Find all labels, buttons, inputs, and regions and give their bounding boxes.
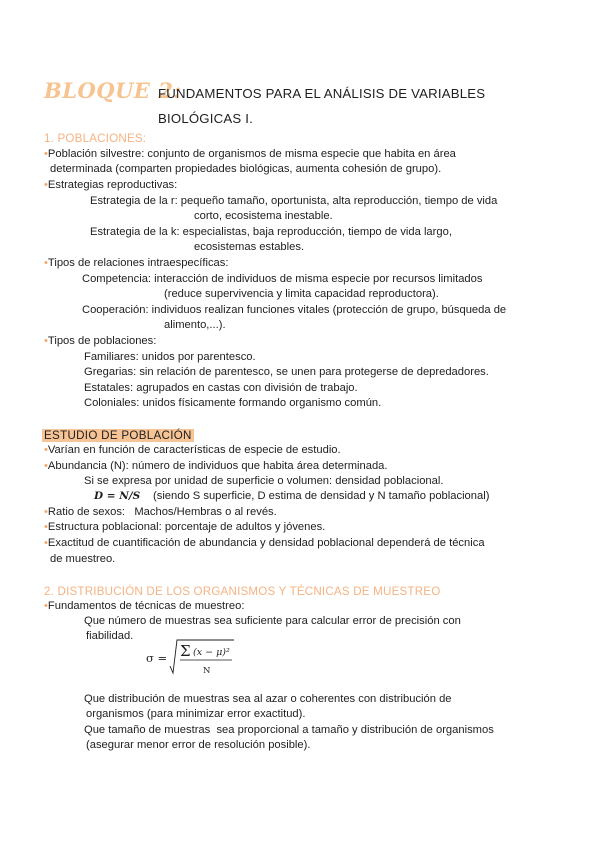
bullet-icon: • <box>44 537 48 549</box>
densidad-text: Si se expresa por unidad de superficie o volumen: densidad poblacional. <box>84 475 444 487</box>
section-heading-estudio: ESTUDIO DE POBLACIÓN <box>44 429 192 442</box>
tipo-poblacion: Coloniales: unidos físicamente formando organismo común. <box>84 397 382 409</box>
fundamento-distribucion-cont: organismos (para minimizar error exactitud). <box>86 708 306 720</box>
bullet-icon: • <box>44 460 48 472</box>
list-item-continuation: determinada (comparten propiedades biológicas, aumenta cohesión de grupo). <box>50 163 442 175</box>
strategy-k-cont: ecosistemas estables. <box>194 241 305 253</box>
list-item: •Fundamentos de técnicas de muestreo: <box>44 600 245 612</box>
cooperacion: Cooperación: individuos realizan funciones vitales (protección de grupo, búsqueda de <box>82 304 507 316</box>
sum-symbol: Σ <box>180 642 191 660</box>
tipo-poblacion: Familiares: unidos por parentesco. <box>84 351 256 363</box>
fundamento-numero-cont: fiabilidad. <box>86 630 134 642</box>
list-item-continuation: de muestreo. <box>50 553 116 565</box>
cooperacion-cont: alimento,...). <box>164 319 226 331</box>
formula-lhs: σ = <box>146 651 168 665</box>
bullet-icon: • <box>44 506 48 518</box>
bullet-icon: • <box>44 521 48 533</box>
list-item: •Estructura poblacional: porcentaje de adultos y jóvenes. <box>44 521 326 533</box>
page-title-line-1: FUNDAMENTOS PARA EL ANÁLISIS DE VARIABLES <box>158 86 486 101</box>
fundamento-tamano: Que tamaño de muestras sea proporcional a tamaño y distribución de organismos <box>84 724 494 736</box>
list-item: •Población silvestre: conjunto de organismos de misma especie que habita en área <box>44 148 456 160</box>
competencia-cont: (reduce supervivencia y limita capacidad reproductora). <box>164 288 439 300</box>
section-heading-poblaciones: 1. POBLACIONES: <box>44 132 147 145</box>
fundamento-distribucion: Que distribución de muestras sea al azar o coherentes con distribución de <box>84 693 452 705</box>
tipo-poblacion: Estatales: agrupados en castas con división de trabajo. <box>84 382 358 394</box>
strategy-r-cont: corto, ecosistema inestable. <box>194 210 333 222</box>
density-formula-note: (siendo S superficie, D estima de densidad y N tamaño poblacional) <box>153 490 490 502</box>
block-title: BLOQUE 2: <box>44 78 182 103</box>
formula-denominator: N <box>203 666 211 676</box>
bullet-icon: • <box>44 335 48 347</box>
list-item: •Varían en función de características de especie de estudio. <box>44 444 341 456</box>
bullet-icon: • <box>44 257 48 269</box>
standard-deviation-formula <box>140 636 250 684</box>
list-item: •Estrategias reproductivas: <box>44 179 178 191</box>
list-item: •Exactitud de cuantificación de abundancia y densidad poblacional dependerá de técnica <box>44 537 485 549</box>
formula-numerator: (x − μ)² <box>193 647 230 658</box>
list-item: •Tipos de relaciones intraespecíficas: <box>44 257 229 269</box>
bullet-icon: • <box>44 179 48 191</box>
density-formula: D = N/S <box>94 490 141 502</box>
fundamento-tamano-cont: (asegurar menor error de resolución posible). <box>86 739 311 751</box>
bullet-icon: • <box>44 444 48 456</box>
fundamento-numero: Que número de muestras sea suficiente para calcular error de precisión con <box>84 615 461 627</box>
list-item: •Ratio de sexos: Machos/Hembras o al revés. <box>44 506 277 518</box>
strategy-k: Estrategia de la k: especialistas, baja reproducción, tiempo de vida largo, <box>90 226 452 238</box>
page-title-line-2: BIOLÓGICAS I. <box>158 111 253 126</box>
section-heading-distribucion: 2. DISTRIBUCIÓN DE LOS ORGANISMOS Y TÉCNICAS DE MUESTREO <box>44 585 441 598</box>
competencia: Competencia: interacción de individuos de misma especie por recursos limitados <box>82 273 483 285</box>
strategy-r: Estrategia de la r: pequeño tamaño, oportunista, alta reproducción, tiempo de vida <box>90 195 498 207</box>
bullet-icon: • <box>44 148 48 160</box>
tipo-poblacion: Gregarias: sin relación de parentesco, se unen para protegerse de depredadores. <box>84 366 489 378</box>
bullet-icon: • <box>44 600 48 612</box>
list-item: •Abundancia (N): número de individuos que habita área determinada. <box>44 460 388 472</box>
list-item: •Tipos de poblaciones: <box>44 335 157 347</box>
